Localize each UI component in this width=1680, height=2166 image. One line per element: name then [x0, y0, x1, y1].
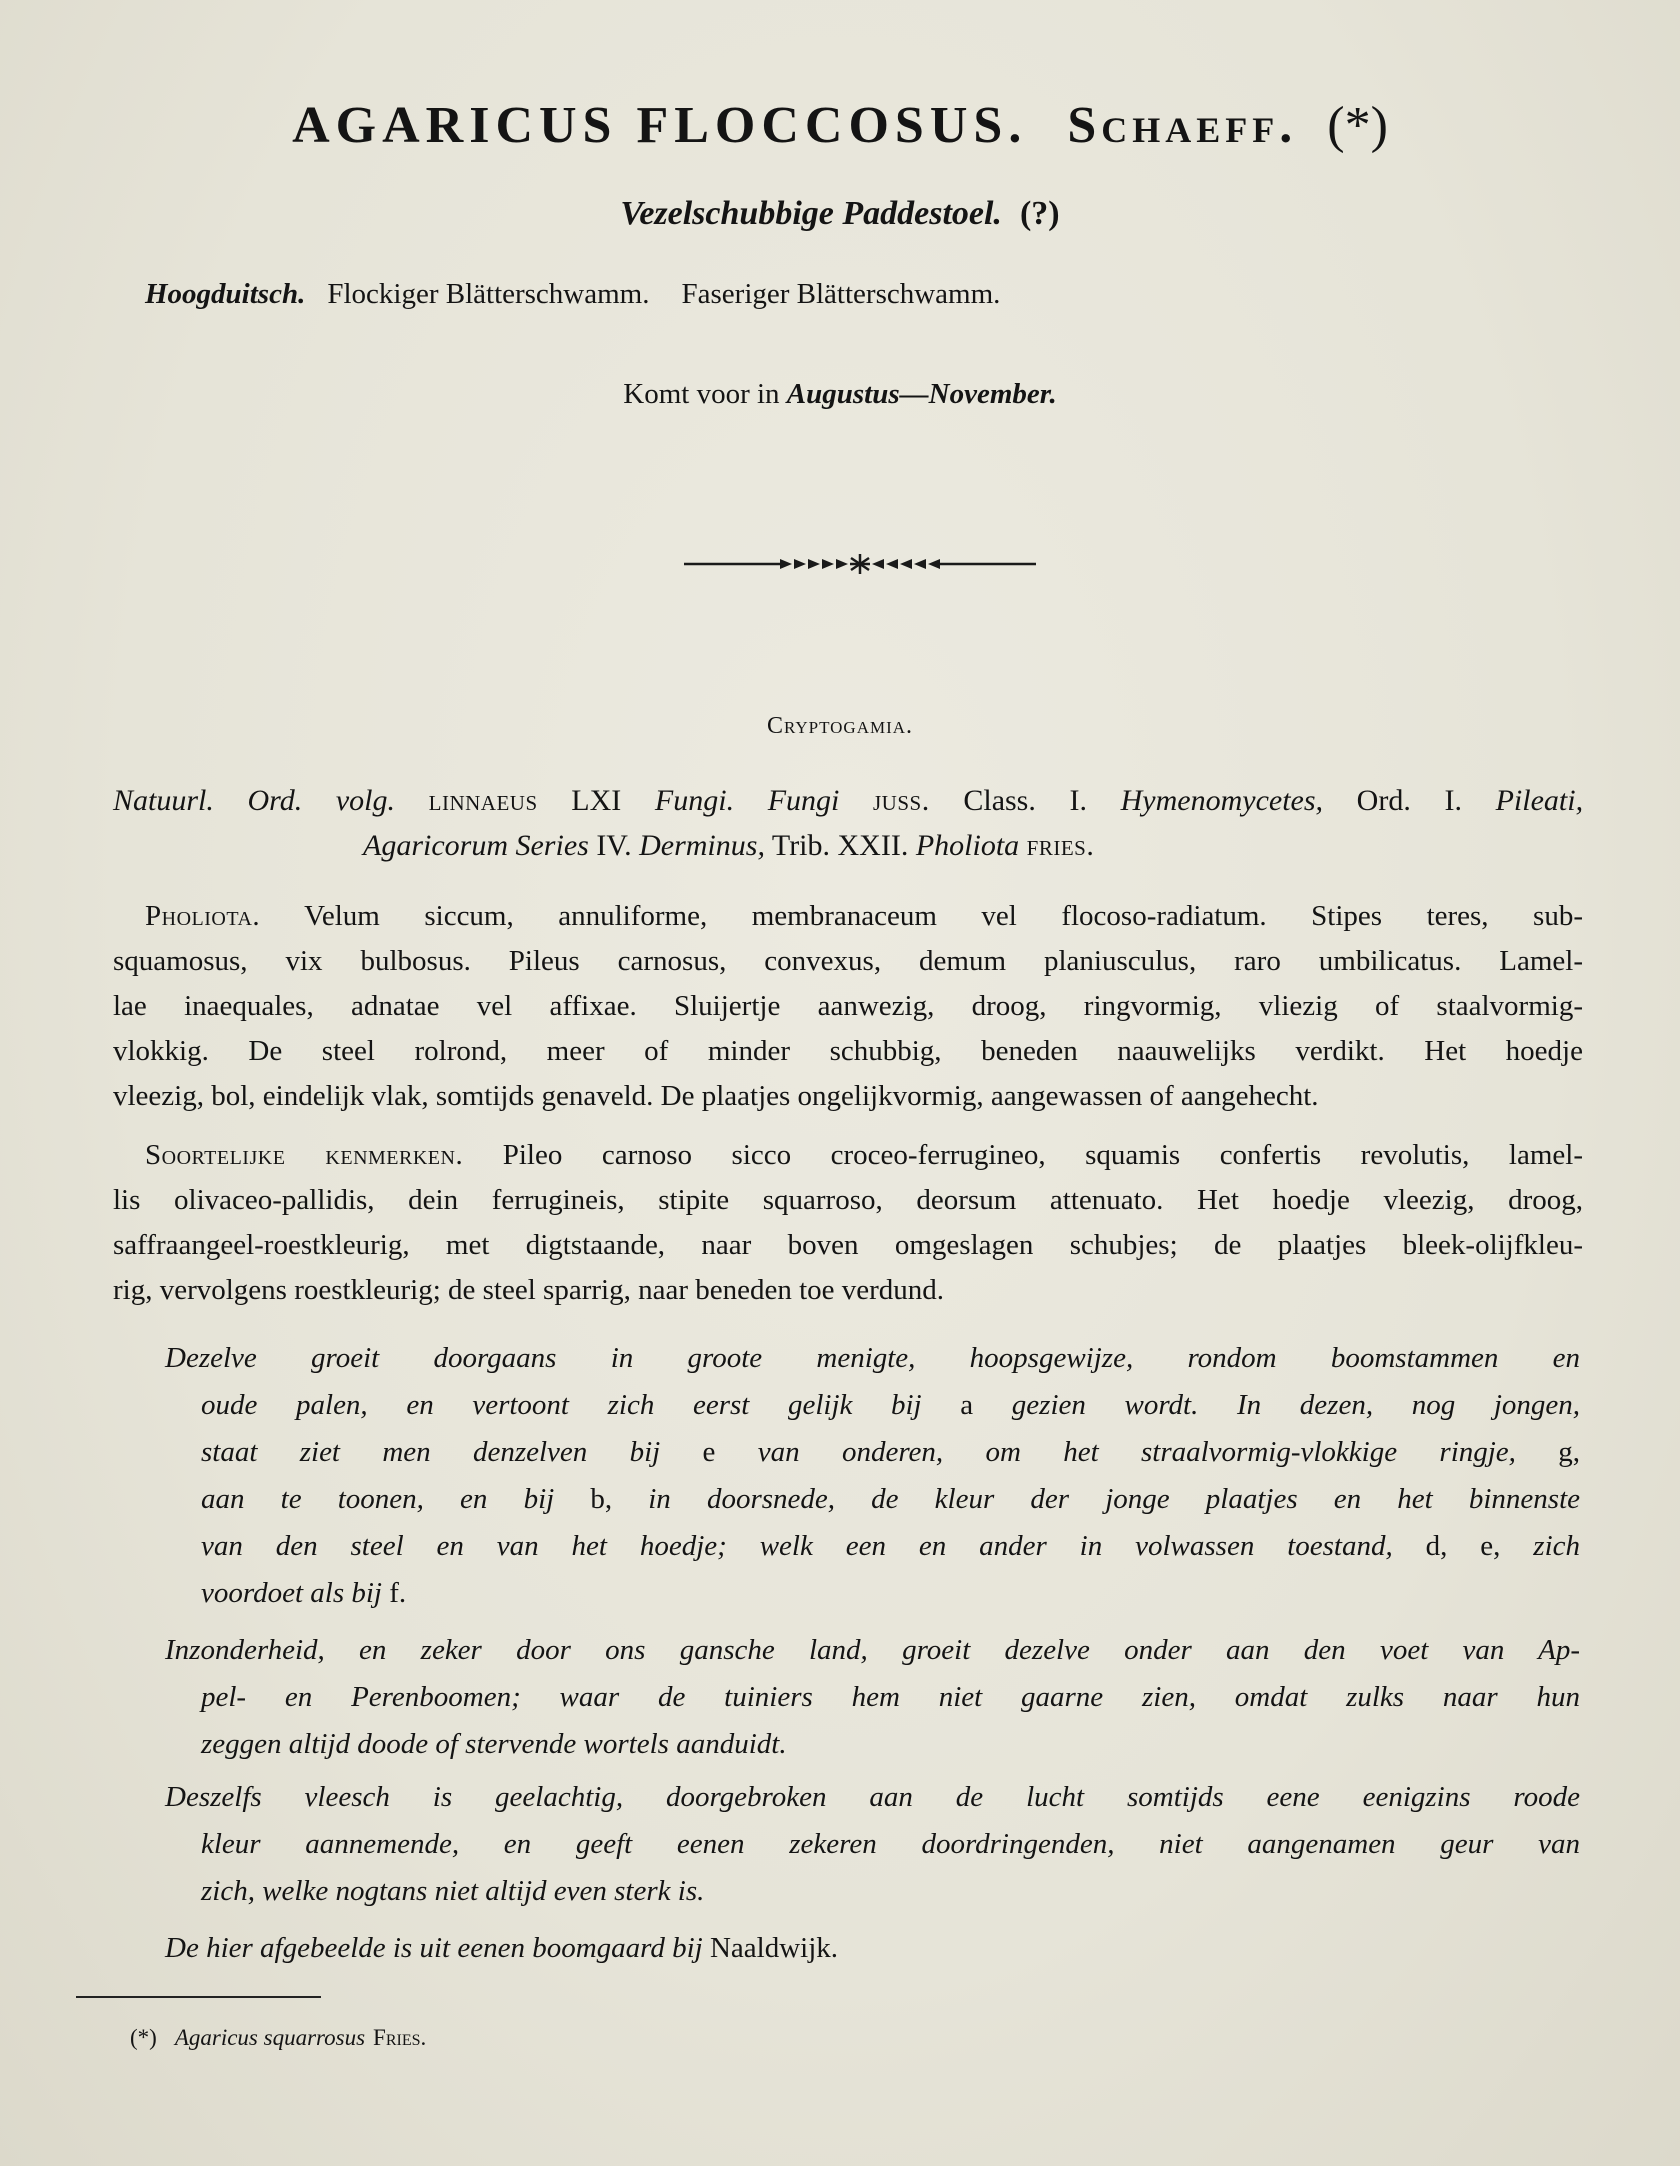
habitat-line: Dezelve groeit doorgaans in groote menigte, hoopsgewijze, rondom boomstammen en [165, 1342, 1580, 1374]
characters-line: lis olivaceo-pallidis, dein ferrugineis, stipite squarroso, deorsum attenuato. Het hoedje vleezig, droog, [113, 1184, 1583, 1216]
class-text: Pholiota [915, 829, 1020, 862]
habitat-line [165, 1570, 1580, 1617]
section-heading: Cryptogamia. [766, 713, 914, 739]
class-text: Derminus, [639, 829, 765, 862]
season-months: Augustus—November. [786, 378, 1057, 410]
class-text: Fungi. Fungi [654, 784, 840, 817]
habitat-text: staat ziet men denzelven bij [201, 1436, 661, 1468]
species-name: AGARICUS FLOCCOSUS. [292, 97, 1028, 154]
footnote-species: Agaricus squarrosus [174, 2025, 366, 2050]
class-text: Ord. I. [1356, 784, 1462, 817]
class-text: Class. I. [963, 784, 1087, 817]
genus-description [113, 894, 1583, 1119]
characters-label: Soortelijke kenmerken. [145, 1139, 464, 1171]
page-title [0, 96, 1680, 155]
class-text: Trib. XXII. [771, 829, 909, 862]
habitat-text: voordoet als bij [201, 1577, 382, 1609]
genus-line [113, 894, 1583, 939]
genus-label: Pholiota. [145, 900, 261, 932]
characters-line [113, 1133, 1583, 1178]
dutch-name-mark: (?) [1019, 195, 1060, 232]
class-text: IV. [596, 829, 632, 862]
characters-line: saffraangeel-roestkleurig, met digtstaande, naar boven omgeslagen schubjes; de plaatjes bleek-olijfkleu- [113, 1229, 1583, 1261]
figure-ref: a [960, 1389, 974, 1421]
footnote-rule [76, 1996, 321, 1998]
genus-line: squamosus, vix bulbosus. Pileus carnosus, convexus, demum planiusculus, raro umbilicatus. Lamel- [113, 945, 1583, 977]
habitat-line [165, 1523, 1580, 1570]
class-text: Agaricorum Series [363, 829, 589, 862]
genus-line: vleezig, bol, eindelijk vlak, somtijds genaveld. De plaatjes ongelijkvormig, aangewassen of aangehecht. [113, 1080, 1319, 1112]
habitat-text: van den steel en van het hoedje; welk een en ander in volwassen toestand, [201, 1530, 1393, 1562]
class-text: Natuurl. Ord. volg. [113, 784, 395, 817]
species-characters [113, 1133, 1583, 1313]
habitat-line [165, 1382, 1580, 1429]
classification [113, 778, 1583, 868]
origin-text: De hier afgebeelde is uit eenen boomgaard bij [165, 1932, 703, 1964]
origin-paragraph [165, 1925, 1580, 1972]
german-label: Hoogduitsch. [145, 278, 306, 310]
habitat-line [165, 1476, 1580, 1523]
characters-text: Pileo carnoso sicco croceo-ferrugineo, squamis confertis revolutis, lamel- [502, 1139, 1583, 1171]
genus-line: lae inaequales, adnatae vel affixae. Sluijertje aanwezig, droog, ringvormig, vliezig of staalvormig- [113, 990, 1583, 1022]
flesh-line: Deszelfs vleesch is geelachtig, doorgebroken aan de lucht somtijds eene eenigzins roode [165, 1781, 1580, 1813]
figure-ref: d, e, [1425, 1530, 1501, 1562]
habitat-text: aan te toonen, en bij [201, 1483, 555, 1515]
genus-text: Velum siccum, annuliforme, membranaceum vel flocoso-radiatum. Stipes teres, sub- [304, 900, 1584, 932]
german-name-2: Faseriger Blätterschwamm. [681, 278, 1001, 310]
distribution-paragraph [165, 1627, 1580, 1768]
distribution-line: zeggen altijd doode of stervende wortels aanduidt. [201, 1728, 787, 1760]
class-author: juss. [873, 784, 930, 817]
german-name-1: Flockiger Blätterschwamm. [327, 278, 650, 310]
characters-line: rig, vervolgens roestkleurig; de steel sparrig, naar beneden toe verdund. [113, 1274, 945, 1306]
distribution-line: Inzonderheid, en zeker door ons gansche land, groeit dezelve onder aan den voet van Ap- [165, 1634, 1580, 1666]
classification-line-1 [113, 778, 1583, 823]
dutch-name [0, 195, 1680, 233]
footnote-author: Fries. [373, 2025, 427, 2050]
habitat-text: oude palen, en vertoont zich eerst gelijk bij [201, 1389, 922, 1421]
origin-place: Naaldwijk. [709, 1932, 839, 1964]
class-text: LXI [571, 784, 622, 817]
class-author: fries. [1026, 829, 1095, 862]
ornament-divider [680, 552, 1040, 576]
habitat-text: in doorsnede, de kleur der jonge plaatjes en het binnenste [648, 1483, 1581, 1515]
habitat-text: gezien wordt. In dezen, nog jongen, [1011, 1389, 1581, 1421]
classification-line-2 [113, 823, 1583, 868]
flesh-line: zich, welke nogtans niet altijd even sterk is. [201, 1875, 705, 1907]
figure-ref: b, [590, 1483, 613, 1515]
habitat-line [165, 1429, 1580, 1476]
season-line [0, 378, 1680, 411]
class-text: Hymenomycetes, [1120, 784, 1324, 817]
genus-line: vlokkig. De steel rolrond, meer of minder schubbig, beneden naauwelijks verdikt. Het hoedje [113, 1035, 1583, 1067]
german-names [145, 278, 1000, 311]
footnote-mark: (*) [130, 2025, 157, 2050]
distribution-line: pel- en Perenboomen; waar de tuiniers hem niet gaarne zien, omdat zulks naar hun [201, 1681, 1580, 1713]
figure-ref: g, [1558, 1436, 1581, 1468]
class-text: Pileati, [1495, 784, 1584, 817]
flesh-line: kleur aannemende, en geeft eenen zekeren doordringenden, niet aangenamen geur van [201, 1828, 1580, 1860]
dutch-name-text: Vezelschubbige Paddestoel. [620, 195, 1002, 232]
figure-ref: f. [389, 1577, 407, 1609]
species-author: Schaeff. [1067, 97, 1298, 154]
origin-line [165, 1925, 1580, 1972]
habitat-text: van onderen, om het straalvormig-vlokkige ringje, [757, 1436, 1516, 1468]
footnote [130, 2025, 426, 2051]
class-author: linnaeus [428, 784, 538, 817]
season-prefix: Komt voor in [623, 378, 780, 410]
figure-ref: e [702, 1436, 716, 1468]
habitat-paragraph [165, 1335, 1580, 1617]
habitat-text: zich [1533, 1530, 1581, 1562]
footnote-reference: (*) [1327, 97, 1388, 154]
flesh-paragraph [165, 1774, 1580, 1915]
